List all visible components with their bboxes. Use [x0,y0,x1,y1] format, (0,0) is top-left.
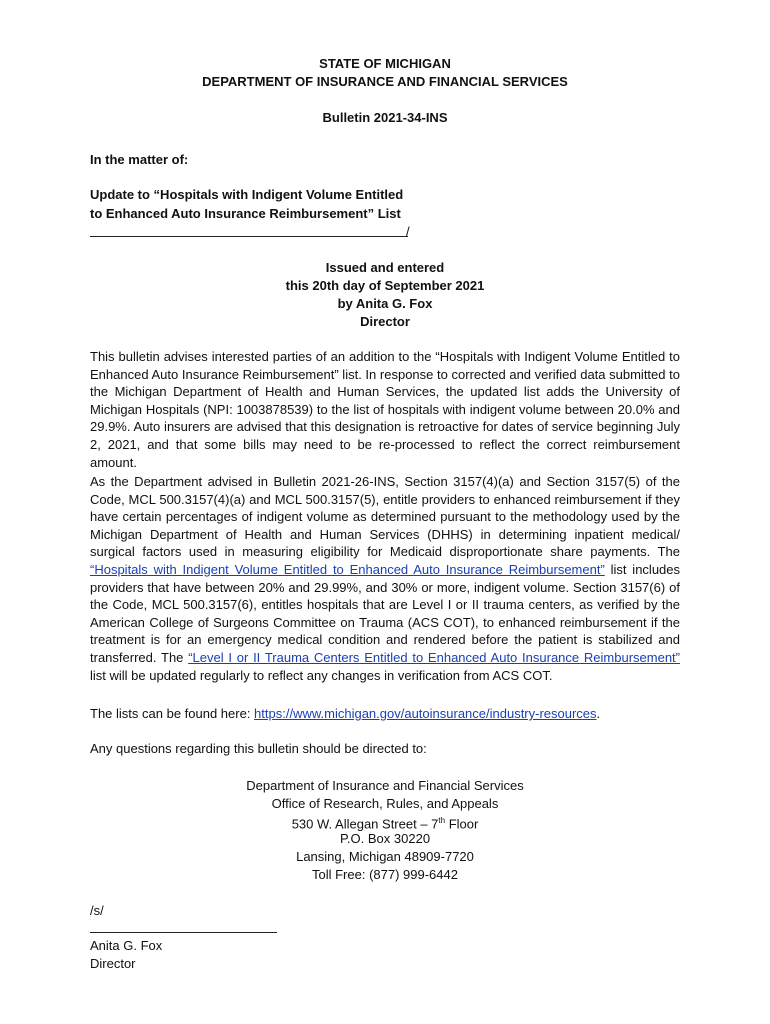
signature-line [90,932,277,933]
issued-line3: by Anita G. Fox [337,296,433,311]
matter-underline [90,236,408,237]
state-heading: STATE OF MICHIGAN [319,56,451,71]
paragraph-statute-part3: list will be updated regularly to reflect any changes in verification from ACS COT. [90,667,553,683]
signature-name: Anita G. Fox [90,938,163,953]
paragraph-lists-text: The lists can be found here: [90,706,255,721]
issued-line4: Director [360,314,410,329]
address-line4: P.O. Box 30220 [339,831,431,846]
address-street: 530 W. Allegan Street – 7 [291,816,439,832]
matter-slash: / [406,224,410,239]
address-line1: Department of Insurance and Financial Services [246,778,524,793]
signature-title: Director [90,956,136,971]
matter-title-line2: to Enhanced Auto Insurance Reimbursement” List [90,206,401,221]
industry-resources-link[interactable]: https://www.michigan.gov/autoinsurance/industry-resources [254,706,597,721]
paragraph-statute [90,473,680,684]
matter-title-line1: Update to “Hospitals with Indigent Volume Entitled [90,187,404,202]
paragraph-questions: Any questions regarding this bulletin should be directed to: [90,741,427,756]
bulletin-number: Bulletin 2021-34-INS [322,110,448,125]
address-floor: Floor [445,816,479,832]
address-line5: Lansing, Michigan 48909-7720 [296,849,474,864]
issued-line1: Issued and entered [325,260,445,275]
address-line6: Toll Free: (877) 999-6442 [312,867,458,882]
department-heading: DEPARTMENT OF INSURANCE AND FINANCIAL SERVICES [202,74,568,89]
paragraph-lists [90,705,680,723]
address-line2: Office of Research, Rules, and Appeals [271,796,499,811]
paragraph-statute-part2: list includes providers that have between 20% and 29.99%, and 30% or more, indigent volume. Section 3157(6) of the Code, MCL 500.3157(6), entitles hospitals that are Level I or II trauma centers, as verified by the American College of Surgeons Committee on Trauma (ACS COT), to enhanced reimbursement if the treatment is for an emergency medical condition and rendered before the patient is stabilized and transferred. The [90,561,681,665]
paragraph-lists-end: . [596,706,601,721]
address-floor-suffix: th [438,816,446,825]
paragraph-addition: This bulletin advises interested parties of an addition to the “Hospitals with Indigent Volume Entitled to Enhanced Auto Insurance Reimbursement” list. In response to corrected and verified data submitted to the Michigan Department of Health and Human Services, the updated list adds the University of Michigan Hospitals (NPI: 1003878539) to the list of hospitals with indigent volume between 20.0% and 29.9%. Auto insurers are advised that this designation is retroactive for dates of service beginning July 2, 2021, and that some bills may need to be re-processed to reflect the correct reimbursement amount. [90,349,680,470]
paragraph-statute-part1: As the Department advised in Bulletin 2021-26-INS, Section 3157(4)(a) and Section 3157(5) of the Code, MCL 500.3157(4)(a) and MCL 500.3157(5), entitle providers to enhanced reimbursement if they have certain percentages of indigent volume as determined pursuant to the methodology used by the Michigan Department of Health and Human Services (DHHS) in determining inpatient medical/ surgical factors used in measuring eligibility for Medicaid disproportionate share payments. The [90,474,680,560]
trauma-centers-list-link[interactable]: “Level I or II Trauma Centers Entitled to Enhanced Auto Insurance Reimbursement” [188,649,680,665]
issued-line2: this 20th day of September 2021 [285,278,485,293]
signature-mark: /s/ [90,903,104,918]
indigent-volume-list-link[interactable]: “Hospitals with Indigent Volume Entitled to Enhanced Auto Insurance Reimbursement” [90,561,605,577]
matter-label: In the matter of: [90,152,189,167]
